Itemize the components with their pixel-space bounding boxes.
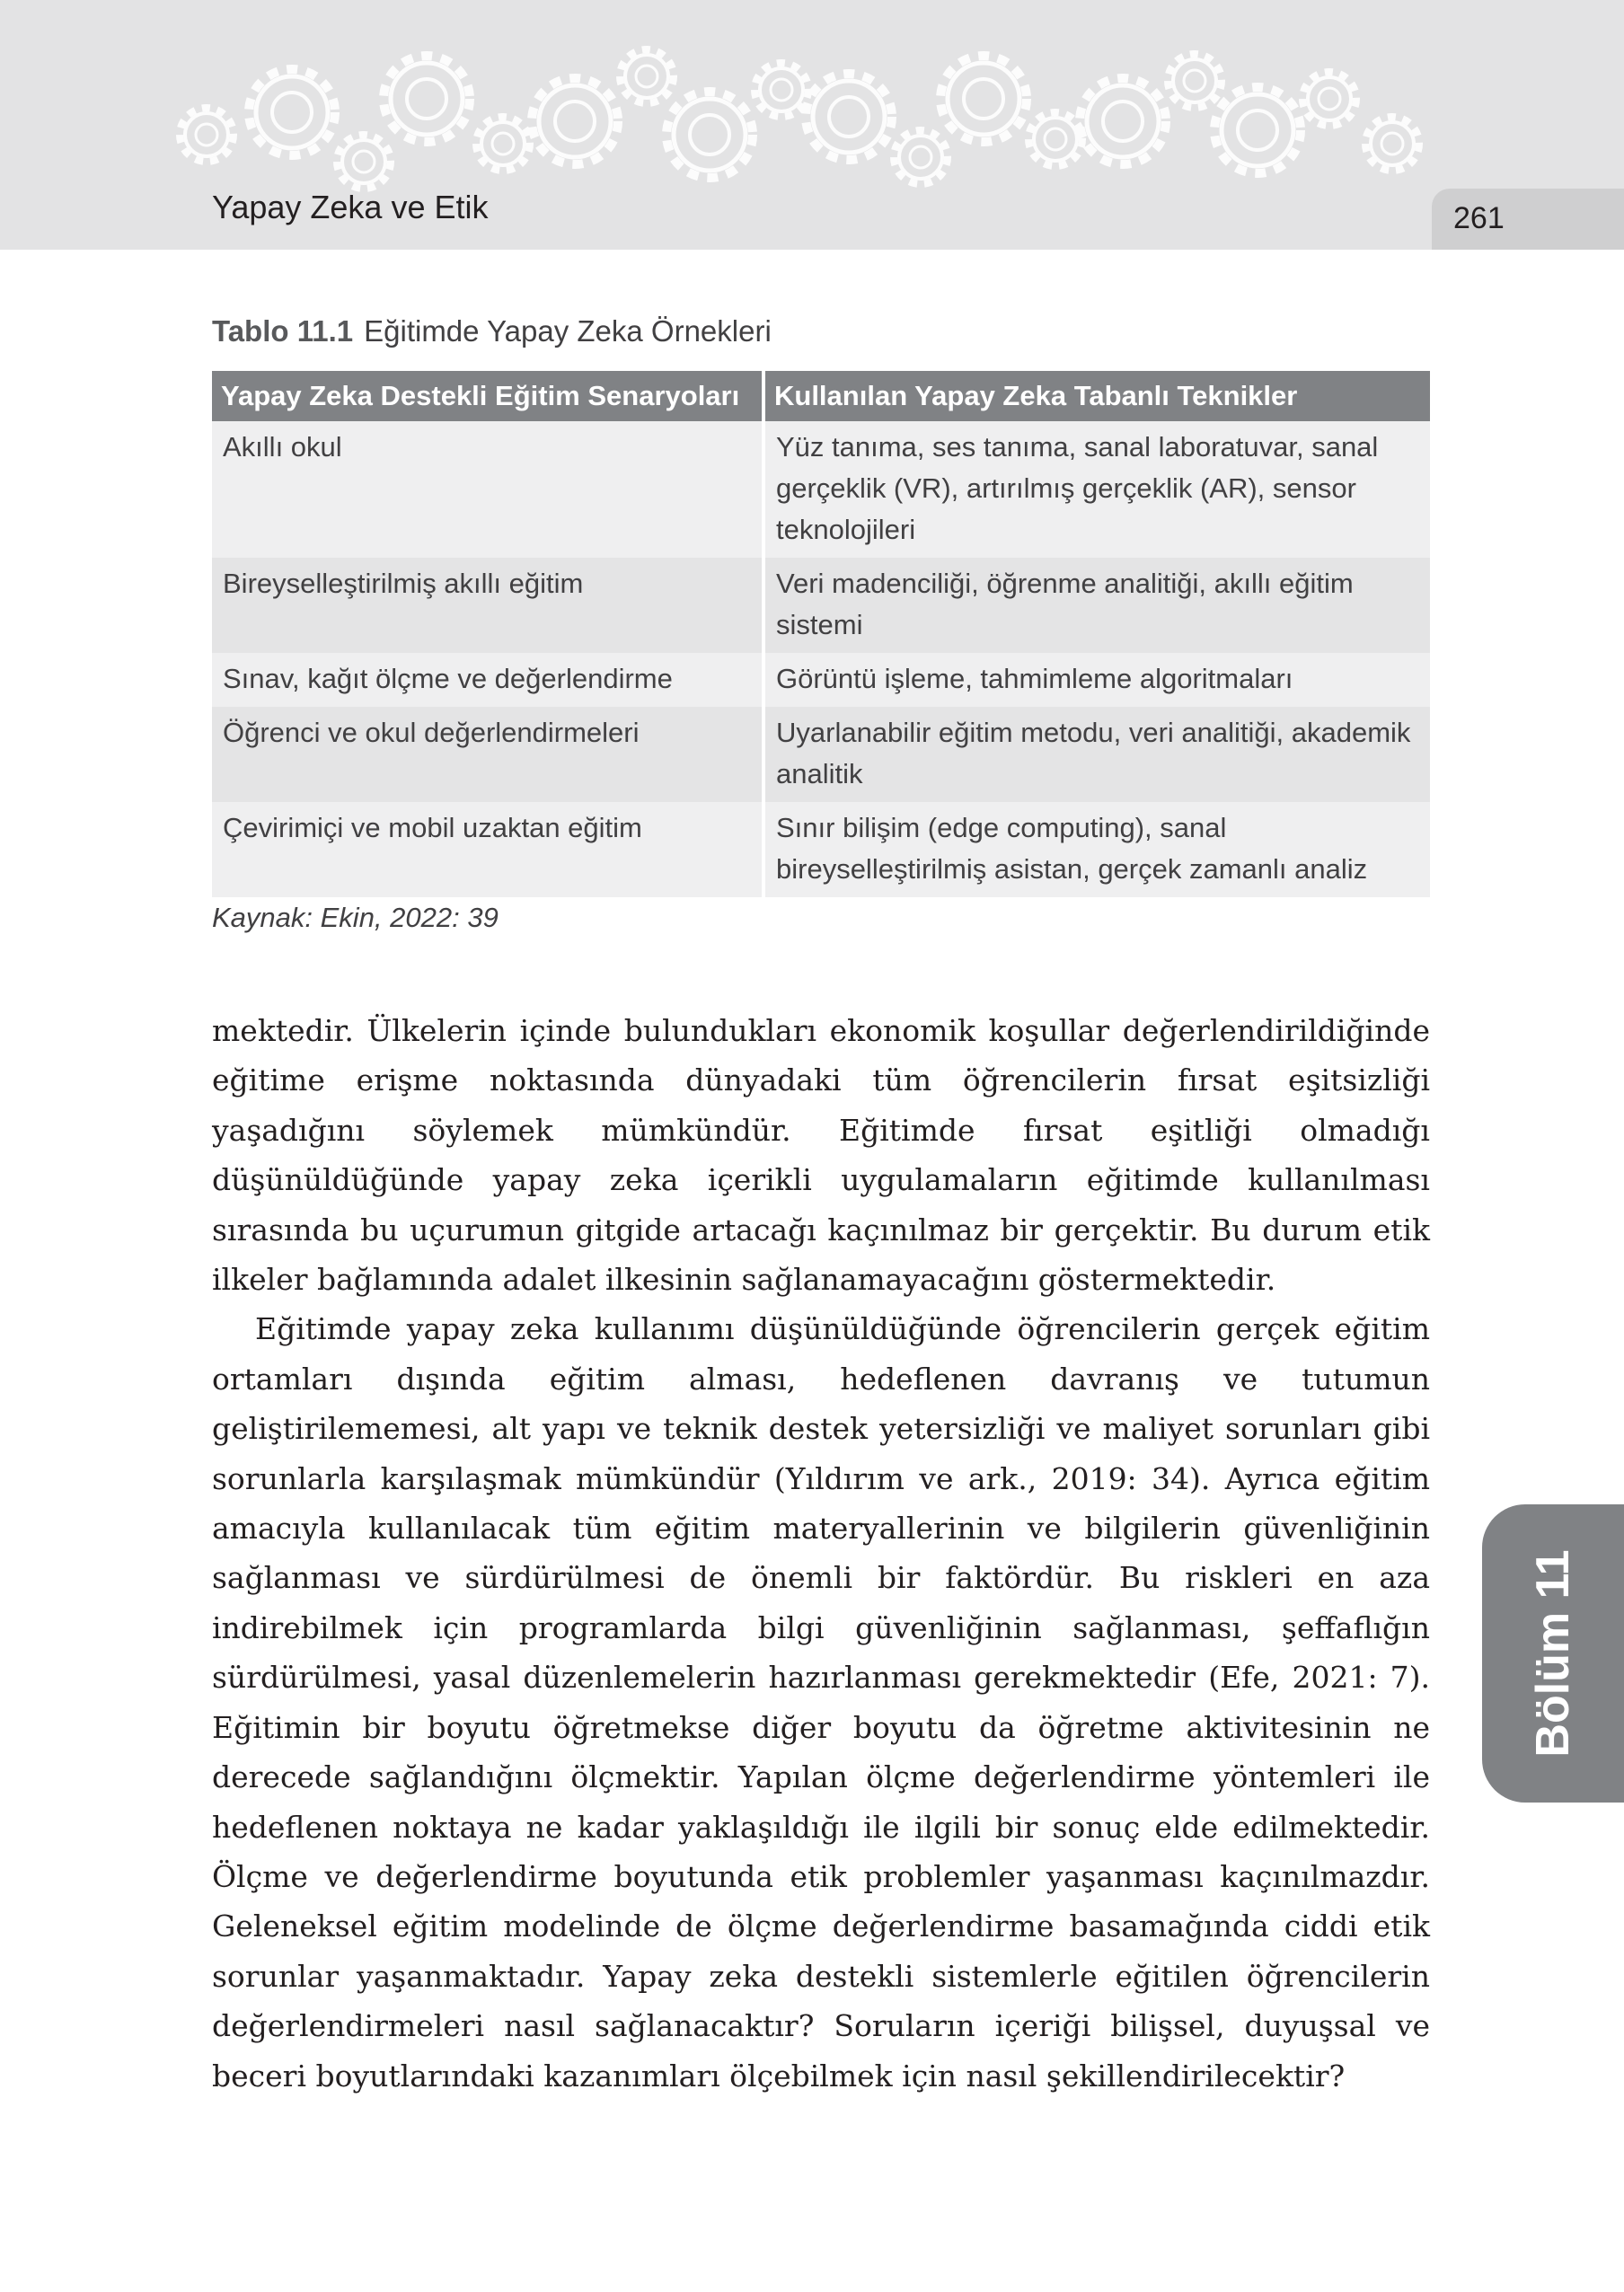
table-cell-scenario: Sınav, kağıt ölçme ve değerlendirme xyxy=(212,653,763,707)
chapter-label: Bölüm 11 xyxy=(1527,1549,1579,1758)
table-header-techniques: Kullanılan Yapay Zeka Tabanlı Teknikler xyxy=(763,371,1430,421)
table-cell-technique: Uyarlanabilir eğitim metodu, veri analitiği, akademik analitik xyxy=(763,707,1430,802)
table-cell-technique: Yüz tanıma, ses tanıma, sanal laboratuvar, sanal gerçeklik (VR), artırılmış gerçeklik (AR), sensor teknolojileri xyxy=(763,421,1430,558)
table-cell-technique: Sınır bilişim (edge computing), sanal bireyselleştirilmiş asistan, gerçek zamanlı analiz xyxy=(763,802,1430,897)
table-row xyxy=(212,707,1430,802)
page-number: 261 xyxy=(1453,201,1505,235)
table-caption xyxy=(212,314,772,348)
table-caption-title: Eğitimde Yapay Zeka Örnekleri xyxy=(364,314,772,348)
table-cell-scenario: Bireyselleştirilmiş akıllı eğitim xyxy=(212,558,763,653)
body-paragraph: mektedir. Ülkelerin içinde bulundukları ekonomik koşullar değerlendirildiğinde eğitime erişme noktasında dünyadaki tüm öğrencilerin fırsat eşitsizliği yaşadığını söylemek mümkündür. Eğitimde fırsat eşitliği olmadığı düşünüldüğünde yapay zeka içerikli uygulamaların eğitimde kullanılması sırasında bu uçurumun gitgide artacağı kaçınılmaz bir gerçektir. Bu durum etik ilkeler bağlamında adalet ilkesinin sağlanamayacağını göstermektedir. xyxy=(212,1013,1430,1298)
table-cell-scenario: Öğrenci ve okul değerlendirmeleri xyxy=(212,707,763,802)
table-caption-label: Tablo 11.1 xyxy=(212,314,354,348)
table-row xyxy=(212,802,1430,897)
chapter-tab xyxy=(1482,1504,1624,1803)
page-header xyxy=(0,0,1624,250)
table-cell-scenario: Akıllı okul xyxy=(212,421,763,558)
table-header-scenarios: Yapay Zeka Destekli Eğitim Senaryoları xyxy=(212,371,763,421)
table-row xyxy=(212,558,1430,653)
table-cell-technique: Görüntü işleme, tahmimleme algoritmaları xyxy=(763,653,1430,707)
ai-education-table xyxy=(212,371,1430,897)
table-row xyxy=(212,653,1430,707)
gear-pattern-icon xyxy=(171,36,1428,207)
table-cell-scenario: Çevirimiçi ve mobil uzaktan eğitim xyxy=(212,802,763,897)
table-row xyxy=(212,421,1430,558)
running-title: Yapay Zeka ve Etik xyxy=(212,189,489,225)
body-text xyxy=(212,1006,1430,2101)
table-source: Kaynak: Ekin, 2022: 39 xyxy=(212,902,499,933)
body-paragraph: Eğitimde yapay zeka kullanımı düşünüldüğünde öğrencilerin gerçek eğitim ortamları dışında eğitim alması, hedeflenen davranış ve tutumun geliştirilememesi, alt yapı ve teknik destek yetersizliği ve maliyet sorunları gibi sorunlarla karşılaşmak mümkündür (Yıldırım ve ark., 2019: 34). Ayrıca eğitim amacıyla kullanılacak tüm eğitim materyallerinin ve bilgilerin güvenliğinin sağlanması ve sürdürülmesi de önemli bir faktördür. Bu riskleri en aza indirebilmek için programlarda bilgi güvenliğinin sağlanması, şeffaflığın sürdürülmesi, yasal düzenlemelerin hazırlanması gerekmektedir (Efe, 2021: 7). Eğitimin bir boyutu öğretmekse diğer boyutu da öğretme aktivitesinin ne derecede sağlandığını ölçmektir. Yapılan ölçme değerlendirme yöntemleri ile hedeflenen noktaya ne kadar yaklaşıldığı ile ilgili bir sonuç elde edilmektedir. Ölçme ve değerlendirme boyutunda etik problemler yaşanması kaçınılmazdır. Geleneksel eğitim modelinde de ölçme değerlendirme basamağında ciddi etik sorunlar yaşanmaktadır. Yapay zeka destekli sistemlerle eğitilen öğrencilerin değerlendirmeleri nasıl sağlanacaktır? Soruların içeriği bilişsel, duyuşsal ve beceri boyutlarındaki kazanımları ölçebilmek için nasıl şekillendirilecektir? xyxy=(212,1311,1430,2094)
table-cell-technique: Veri madenciliği, öğrenme analitiği, akıllı eğitim sistemi xyxy=(763,558,1430,653)
table-header-row xyxy=(212,371,1430,421)
page-number-tab xyxy=(1432,189,1624,250)
